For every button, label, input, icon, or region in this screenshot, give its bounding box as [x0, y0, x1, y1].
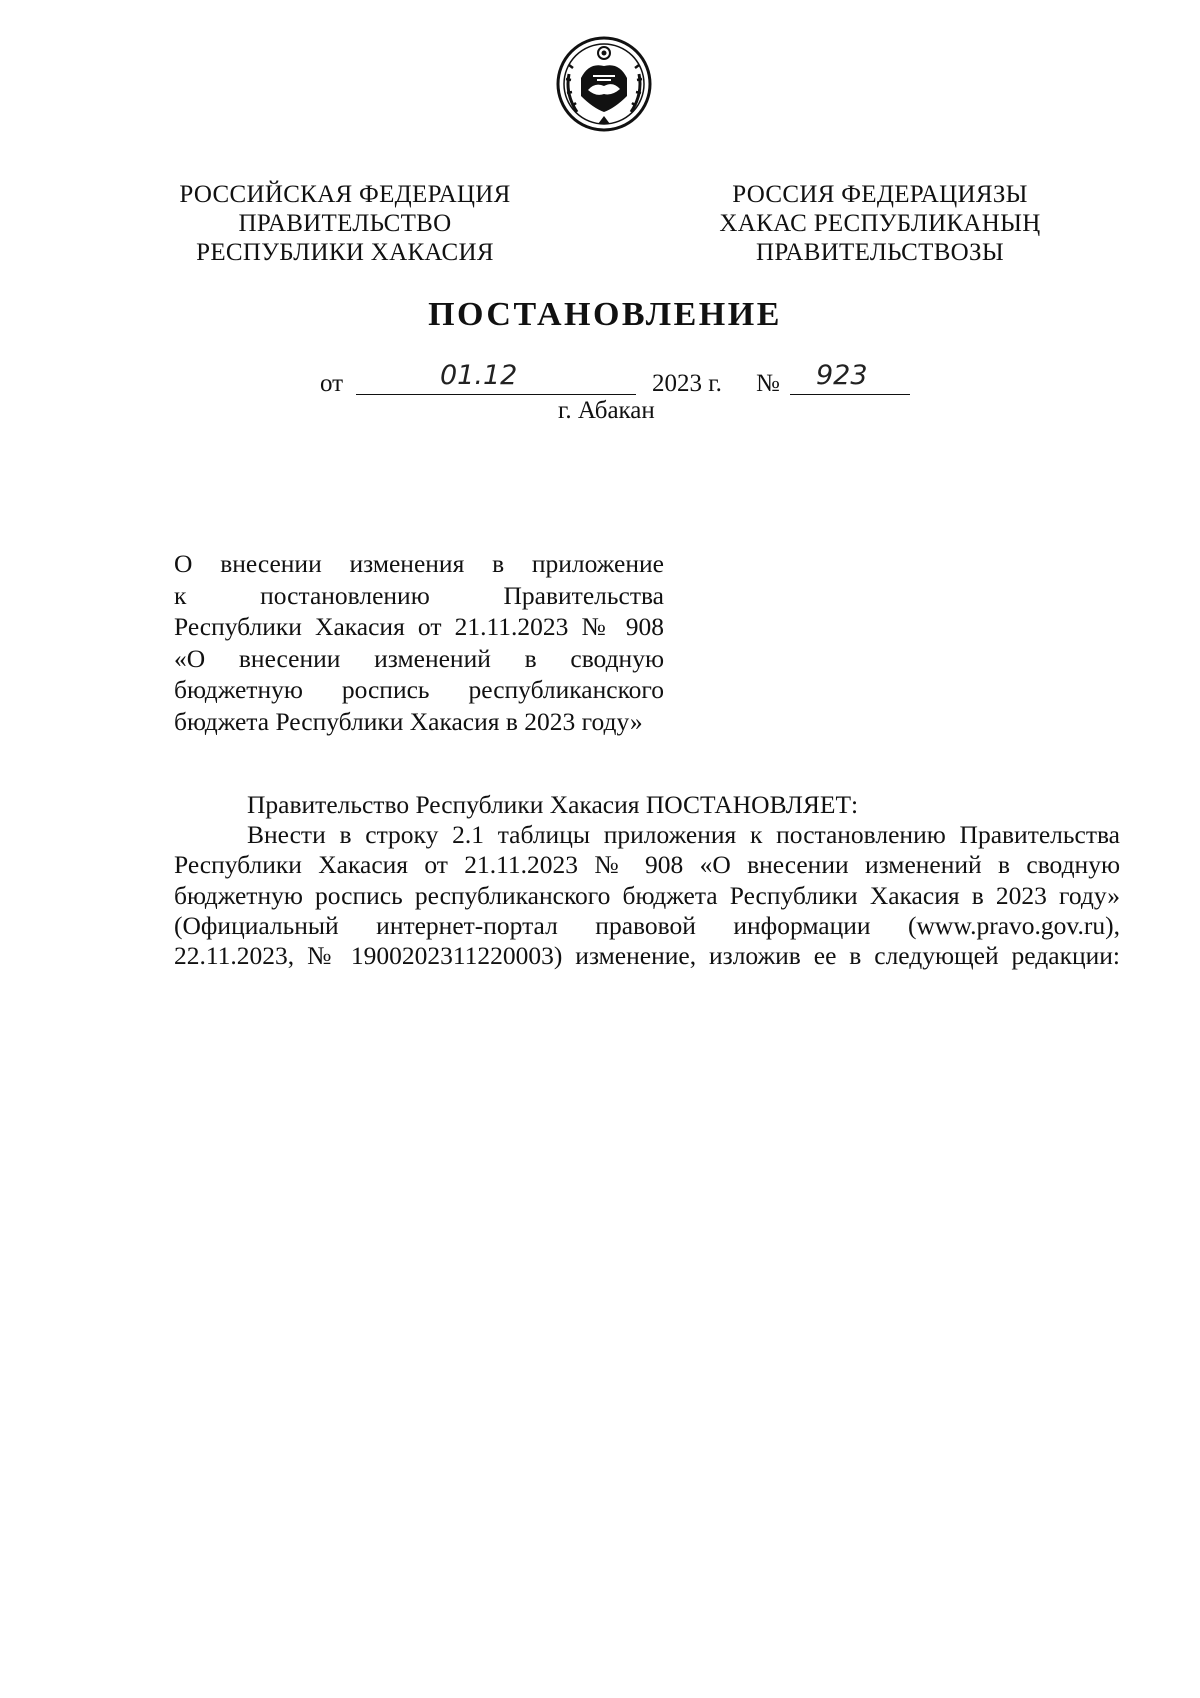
subject-line: бюджета Республики Хакасия в 2023 году»	[174, 706, 643, 736]
header-right-line-1: РОССИЯ ФЕДЕРАЦИЯЗЫ	[732, 181, 1028, 208]
subject-line: «О внесении изменений в сводную	[174, 643, 664, 673]
subject-block	[174, 548, 664, 737]
date-prefix: от	[320, 370, 344, 397]
header-right-khakas	[685, 180, 1075, 267]
header-left-line-1: РОССИЙСКАЯ ФЕДЕРАЦИЯ	[179, 181, 511, 208]
document-title: ПОСТАНОВЛЕНИЕ	[428, 296, 782, 333]
body-line: бюджетную роспись республиканского бюджета Республики Хакасия в 2023 году»	[174, 880, 1120, 910]
header-left-line-3: РЕСПУБЛИКИ ХАКАСИЯ	[196, 239, 494, 266]
date-year: 2023 г.	[652, 370, 722, 397]
subject-line: к постановлению Правительства	[174, 580, 664, 610]
body-line: 22.11.2023, № 1900202311220003) изменение, изложив ее в следующей редакции:	[174, 941, 1120, 971]
date-handwritten: 01.12	[440, 360, 518, 391]
body-line: Правительство Республики Хакасия ПОСТАНОВЛЯЕТ:	[247, 790, 859, 819]
number-underline	[790, 394, 910, 395]
body-text	[174, 790, 1120, 971]
city-name: г. Абакан	[558, 397, 655, 424]
body-line: Республики Хакасия от 21.11.2023 № 908 «О внесении изменений в сводную	[174, 850, 1120, 880]
header-left-russian	[160, 180, 530, 267]
header-right-line-2: ХАКАС РЕСПУБЛИКАНЫҢ	[719, 210, 1041, 237]
subject-line: Республики Хакасия от 21.11.2023 № 908	[174, 612, 664, 641]
header-right-line-3: ПРАВИТЕЛЬСТВОЗЫ	[756, 239, 1004, 266]
body-line: (Официальный интернет-портал правовой информации (www.pravo.gov.ru),	[174, 910, 1120, 940]
body-line: Внести в строку 2.1 таблицы приложения к постановлению Правительства	[247, 820, 1120, 850]
coat-of-arms-emblem	[555, 34, 653, 134]
number-sign: №	[756, 370, 780, 397]
subject-line: бюджетную роспись республиканского	[174, 675, 664, 704]
subject-line: О внесении изменения в приложение	[174, 549, 664, 578]
number-handwritten: 923	[816, 360, 868, 391]
date-underline	[356, 394, 636, 395]
header-left-line-2: ПРАВИТЕЛЬСТВО	[238, 210, 452, 237]
